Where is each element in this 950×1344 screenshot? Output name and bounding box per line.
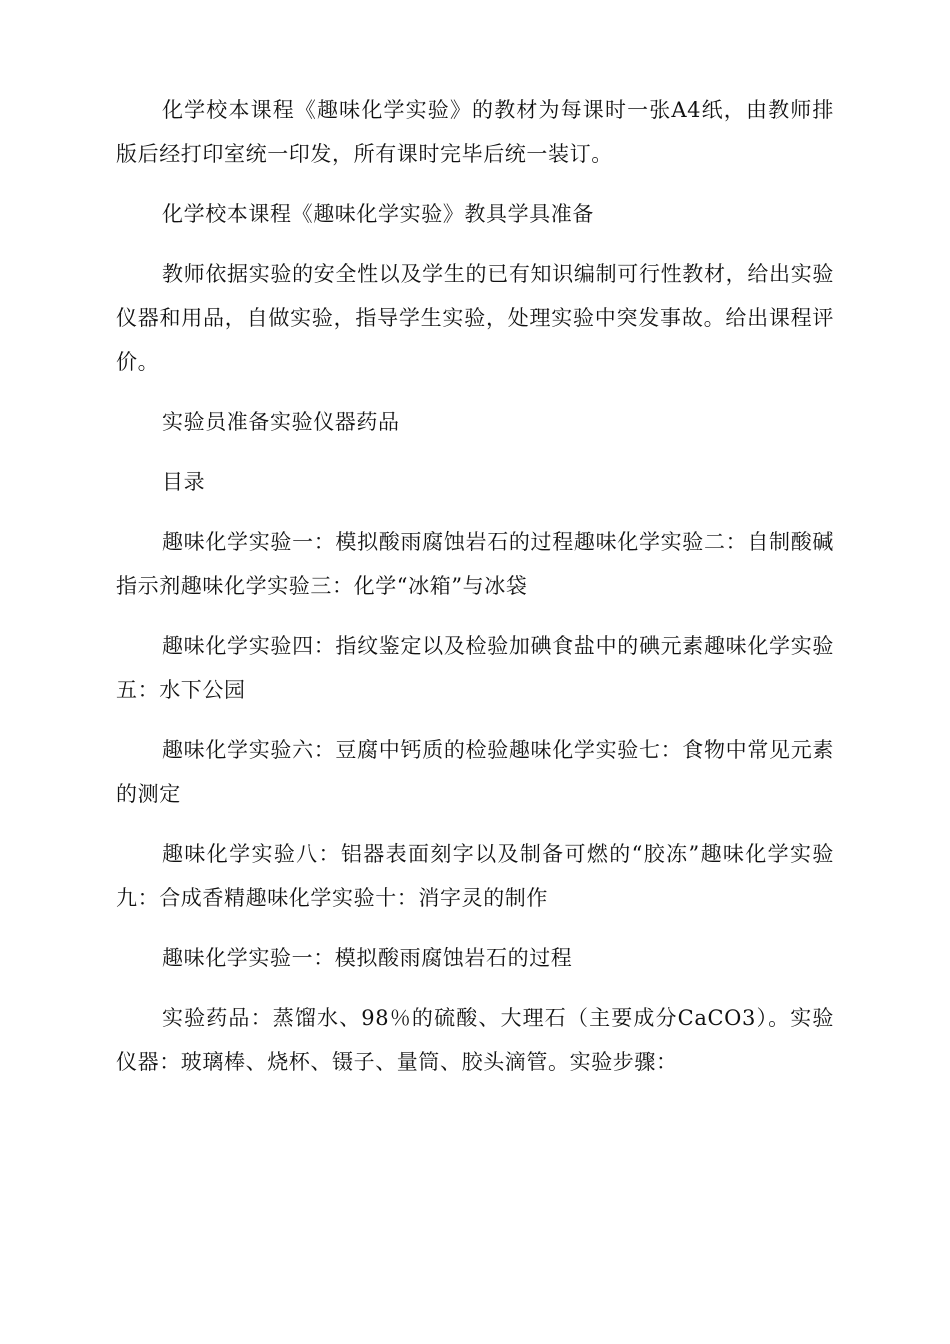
paragraph-experiment-one-title: 趣味化学实验一：模拟酸雨腐蚀岩石的过程 <box>162 946 573 970</box>
paragraph-contents-line-4: 趣味化学实验八：铝器表面刻字以及制备可燃的“胶冻”趣味化学实验九：合成香精趣味化学实验十：消字灵的制作 <box>116 842 834 910</box>
paragraph-teacher-role: 教师依据实验的安全性以及学生的已有知识编制可行性教材，给出实验仪器和用品，自做实验，指导学生实验，处理实验中突发事故。给出课程评价。 <box>116 262 834 374</box>
paragraph-experiment-one-materials: 实验药品：蒸馏水、98％的硫酸、大理石（主要成分CaCO3）。实验仪器：玻璃棒、烧杯、镊子、量筒、胶头滴管。实验步骤： <box>116 1006 834 1074</box>
paragraph-contents-line-2: 趣味化学实验四：指纹鉴定以及检验加碘食盐中的碘元素趣味化学实验五：水下公园 <box>116 634 834 702</box>
paragraph-contents-heading: 目录 <box>162 470 206 494</box>
paragraph-lab-staff-role: 实验员准备实验仪器药品 <box>162 410 400 434</box>
paragraph-contents-line-3: 趣味化学实验六：豆腐中钙质的检验趣味化学实验七：食物中常见元素的测定 <box>116 738 834 806</box>
paragraph-textbook-format: 化学校本课程《趣味化学实验》的教材为每课时一张A4纸，由教师排版后经打印室统一印发，所有课时完毕后统一装订。 <box>116 98 834 166</box>
document-body <box>116 88 834 1100</box>
paragraph-contents-line-1: 趣味化学实验一：模拟酸雨腐蚀岩石的过程趣味化学实验二：自制酸碱指示剂趣味化学实验三：化学“冰箱”与冰袋 <box>116 530 834 598</box>
paragraph-teaching-aids-heading: 化学校本课程《趣味化学实验》教具学具准备 <box>162 202 594 226</box>
